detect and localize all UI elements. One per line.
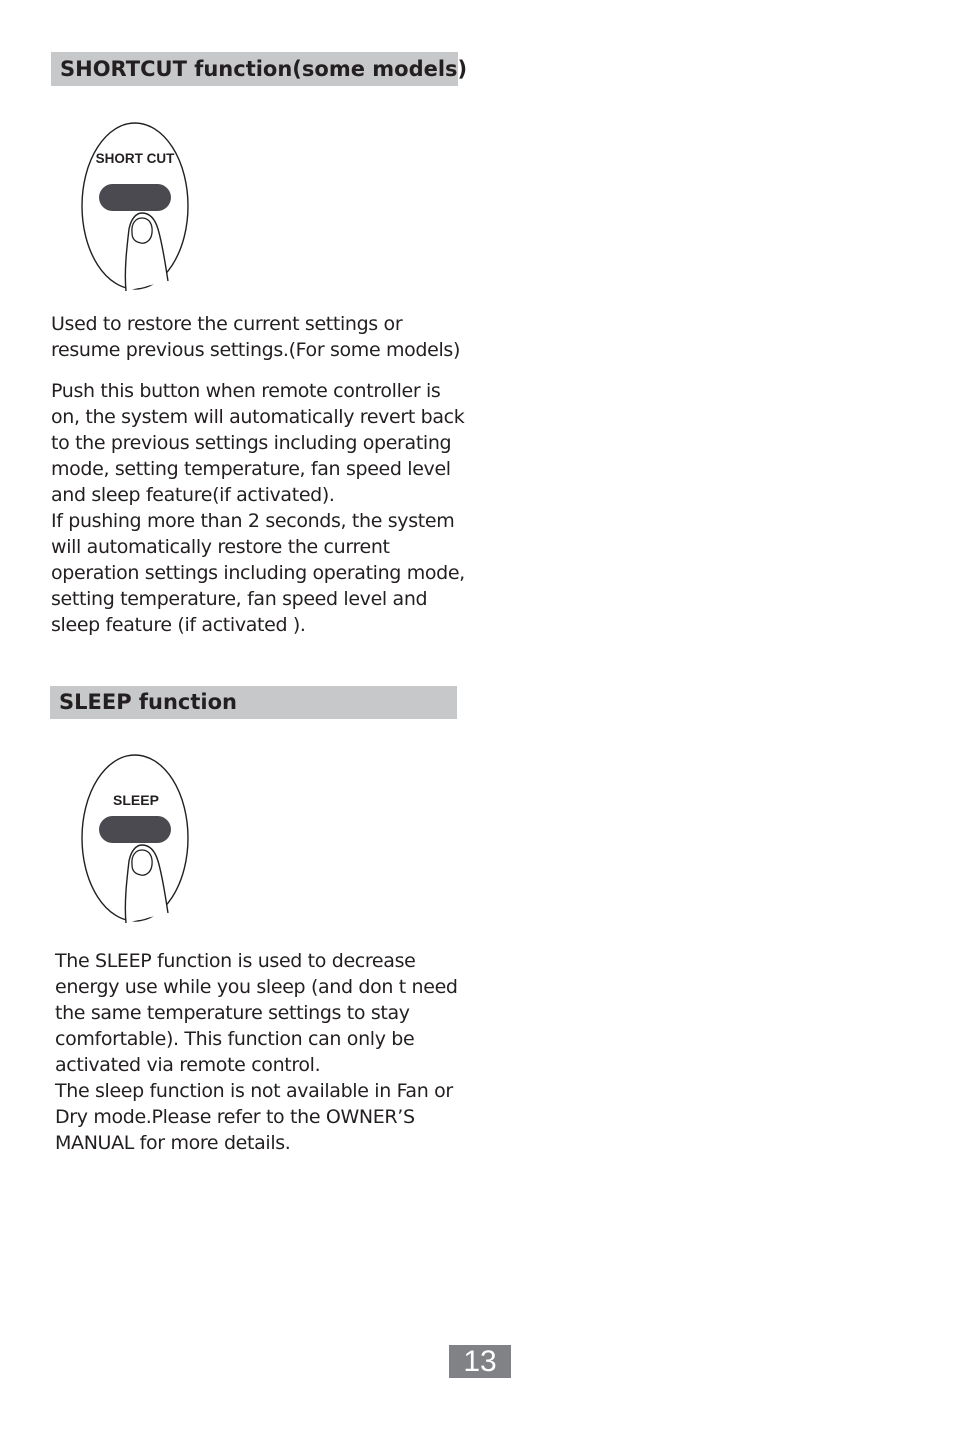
sleep-section-heading: SLEEP function — [50, 686, 457, 719]
sleep-button-illustration — [80, 753, 192, 925]
shortcut-button-label: SHORT CUT — [95, 151, 175, 166]
shortcut-section-heading: SHORTCUT function(some models) — [51, 52, 458, 86]
shortcut-button-illustration — [80, 121, 192, 293]
shortcut-button-shape — [99, 184, 171, 211]
shortcut-description: Used to restore the current settings or resume previous settings.(For some models) — [51, 313, 461, 361]
sleep-button-shape — [99, 816, 171, 843]
sleep-description: The SLEEP function is used to decrease energy use while you sleep (and don t need the same temperature settings to stay comfortable). This function can only be activated via remote control. The sleep function is not available in Fan or Dry mode.Please refer to the OWNER’S MANUAL for more details. — [55, 950, 458, 1154]
page-number: 13 — [449, 1345, 511, 1378]
sleep-button-label: SLEEP — [113, 792, 159, 808]
shortcut-usage-details: Push this button when remote controller is on, the system will automatically revert back to the previous settings including operating mode, setting temperature, fan speed level and sleep feature(if activated). If pushing more than 2 seconds, the system will automatically restore the current operation settings including operating mode, setting temperature, fan speed level and sleep feature (if activated ). — [51, 380, 465, 636]
